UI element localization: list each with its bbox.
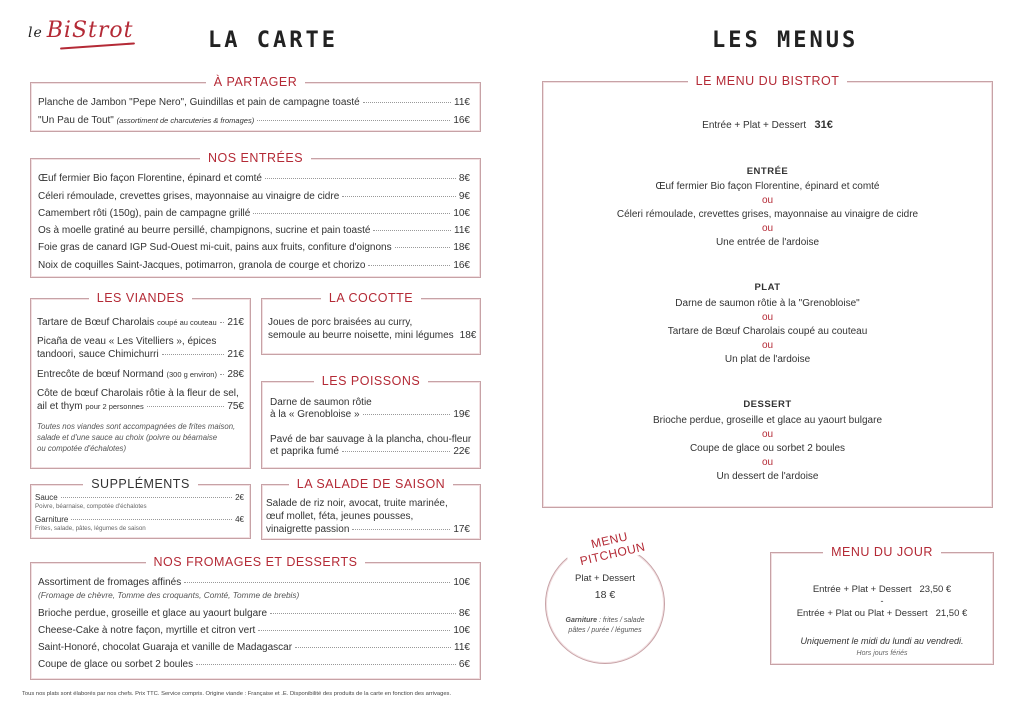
poissons-title: LES POISSONS <box>314 374 428 388</box>
menu-item: "Un Pau de Tout" (assortiment de charcuteries & fromages) 16€ <box>38 115 470 126</box>
logo-prefix: le <box>28 25 43 41</box>
menu-item: Tartare de Bœuf Charolais coupé au couteau 21€ <box>37 317 244 328</box>
section-poissons <box>261 374 481 469</box>
menu-item: tandoori, sauce Chimichurri 21€ <box>37 349 244 360</box>
entree-heading: ENTRÉE <box>746 166 789 177</box>
menu-choice: Tartare de Bœuf Charolais coupé au couteau <box>667 326 868 337</box>
cocotte-title: LA COCOTTE <box>321 291 421 305</box>
fromages-title: NOS FROMAGES ET DESSERTS <box>146 555 366 569</box>
section-menu-jour <box>770 545 994 665</box>
or-separator: ou <box>761 340 774 351</box>
menu-choice: Céleri rémoulade, crevettes grises, mayonnaise au vinaigre de cidre <box>616 209 919 220</box>
menu-item: Noix de coquilles Saint-Jacques, potimarron, granola de courge et chorizo 16€ <box>38 260 470 271</box>
plat-heading: PLAT <box>754 282 781 293</box>
menu-item-line: œuf mollet, féta, jeunes pousses, <box>266 511 414 522</box>
menu-item-line: Pavé de bar sauvage à la plancha, chou-fleur <box>270 434 472 445</box>
or-separator: ou <box>761 223 774 234</box>
or-separator: ou <box>761 429 774 440</box>
menu-item-line: Darne de saumon rôtie <box>270 397 372 408</box>
menu-item: Œuf fermier Bio façon Florentine, épinard et comté 8€ <box>38 173 470 184</box>
section-entrees <box>30 151 481 278</box>
menu-item: Assortiment de fromages affinés 10€ <box>38 577 470 588</box>
section-a-partager <box>30 75 481 132</box>
menu-choice: Un dessert de l'ardoise <box>716 471 819 482</box>
or-separator: ou <box>761 312 774 323</box>
menu-choice: Coupe de glace ou sorbet 2 boules <box>689 443 846 454</box>
menu-item: à la « Grenobloise » 19€ <box>270 409 470 420</box>
menu-jour-title: MENU DU JOUR <box>823 545 941 559</box>
menu-item-line: Salade de riz noir, avocat, truite marinée, <box>266 498 448 509</box>
menu-item: Planche de Jambon "Pepe Nero", Guindillas et pain de campagne toasté 11€ <box>38 97 470 108</box>
menus-title: LES MENUS <box>712 28 859 53</box>
viandes-title: LES VIANDES <box>89 291 192 305</box>
a-partager-title: À PARTAGER <box>206 75 306 89</box>
menu-item-line: Joues de porc braisées au curry, <box>268 317 413 328</box>
menu-choice: Darne de saumon rôtie à la "Grenobloise" <box>675 298 860 309</box>
logo-name: BiStrot <box>46 18 134 43</box>
menu-item: Saint-Honoré, chocolat Guaraja et vanille de Madagascar 11€ <box>38 642 470 653</box>
menu-item: Cheese-Cake à notre façon, myrtille et citron vert 10€ <box>38 625 470 636</box>
menu-item-line: Picaña de veau « Les Vitelliers », épices <box>37 336 217 347</box>
menu-item: Camembert rôti (150g), pain de campagne grillé 10€ <box>38 208 470 219</box>
supplements-title: SUPPLÉMENTS <box>83 477 198 491</box>
menu-item-line: Côte de bœuf Charolais rôtie à la fleur de sel, <box>37 388 239 399</box>
section-menu-bistrot <box>542 74 993 508</box>
dessert-heading: DESSERT <box>743 399 792 410</box>
menu-item: Entrecôte de bœuf Normand (300 g environ) 28€ <box>37 369 244 380</box>
menu-item: Os à moelle gratiné au beurre persillé, champignons, sucrine et pain toasté 11€ <box>38 225 470 236</box>
pitchoun-formula: Plat + Dessert <box>575 573 635 584</box>
supplement-item: Sauce 2€ <box>35 493 244 502</box>
salade-title: LA SALADE DE SAISON <box>289 477 453 491</box>
pitchoun-price: 18 € <box>594 589 616 601</box>
menu-item: vinaigrette passion 17€ <box>266 524 470 535</box>
section-salade <box>261 477 481 540</box>
or-separator: ou <box>761 195 774 206</box>
carte-title: LA CARTE <box>208 28 338 53</box>
jour-formula-1: Entrée + Plat + Dessert 23,50 € <box>812 584 952 595</box>
section-supplements <box>30 477 251 539</box>
menu-choice: Une entrée de l'ardoise <box>715 237 820 248</box>
pitchoun-garniture: Garniture : frites / salade pâtes / purée / légumes <box>565 617 645 634</box>
menu-item: semoule au beurre noisette, mini légumes 18€ <box>268 330 477 341</box>
jour-separator: - <box>880 596 884 606</box>
menu-item: ail et thym pour 2 personnes 75€ <box>37 401 244 412</box>
menu-choice: Un plat de l'ardoise <box>724 354 811 365</box>
entrees-title: NOS ENTRÉES <box>200 151 311 165</box>
supplement-detail: Poivre, béarnaise, compotée d'échalotes <box>35 503 147 510</box>
or-separator: ou <box>761 457 774 468</box>
menu-item: Foie gras de canard IGP Sud-Ouest mi-cuit, pains aux fruits, confiture d'oignons 18€ <box>38 242 470 253</box>
menu-item: Coupe de glace ou sorbet 2 boules 6€ <box>38 659 470 670</box>
logo-underline <box>60 42 135 49</box>
menu-item: Céleri rémoulade, crevettes grises, mayonnaise au vinaigre de cidre 9€ <box>38 191 470 202</box>
section-menu-pitchoun <box>545 529 665 664</box>
menu-pitchoun-title: MENU PITCHOUN <box>564 523 658 571</box>
section-viandes <box>30 291 251 469</box>
menu-item: et paprika fumé 22€ <box>270 446 470 457</box>
menu-item: Brioche perdue, groseille et glace au yaourt bulgare 8€ <box>38 608 470 619</box>
supplement-item: Garniture 4€ <box>35 515 244 524</box>
logo <box>28 18 133 43</box>
menu-choice: Œuf fermier Bio façon Florentine, épinard et comté <box>655 181 880 192</box>
section-cocotte <box>261 291 481 355</box>
jour-note: Uniquement le midi du lundi au vendredi. <box>800 636 964 646</box>
menu-bistrot-title: LE MENU DU BISTROT <box>688 74 848 88</box>
jour-note-2: Hors jours fériés <box>856 650 908 657</box>
fromages-note: (Fromage de chèvre, Tomme des croquants, Comté, Tomme de brebis) <box>38 590 300 600</box>
footer-note: Tous nos plats sont élaborés par nos chefs. Prix TTC. Service compris. Origine viande : Française et .E. Disponibilité des produits de la carte en fonction des arrivages. <box>22 691 452 697</box>
supplement-detail: Frites, salade, pâtes, légumes de saison <box>35 525 146 532</box>
jour-formula-2: Entrée + Plat ou Plat + Dessert 21,50 € <box>796 608 968 619</box>
section-fromages <box>30 555 481 680</box>
viandes-note: Toutes nos viandes sont accompagnées de frites maison, salade et d'une sauce au choix (poivre ou béarnaise ou compotée d'échalotes) <box>37 422 236 453</box>
menu-choice: Brioche perdue, groseille et glace au yaourt bulgare <box>652 415 883 426</box>
menu-bistrot-formula: Entrée + Plat + Dessert 31€ <box>702 119 833 131</box>
